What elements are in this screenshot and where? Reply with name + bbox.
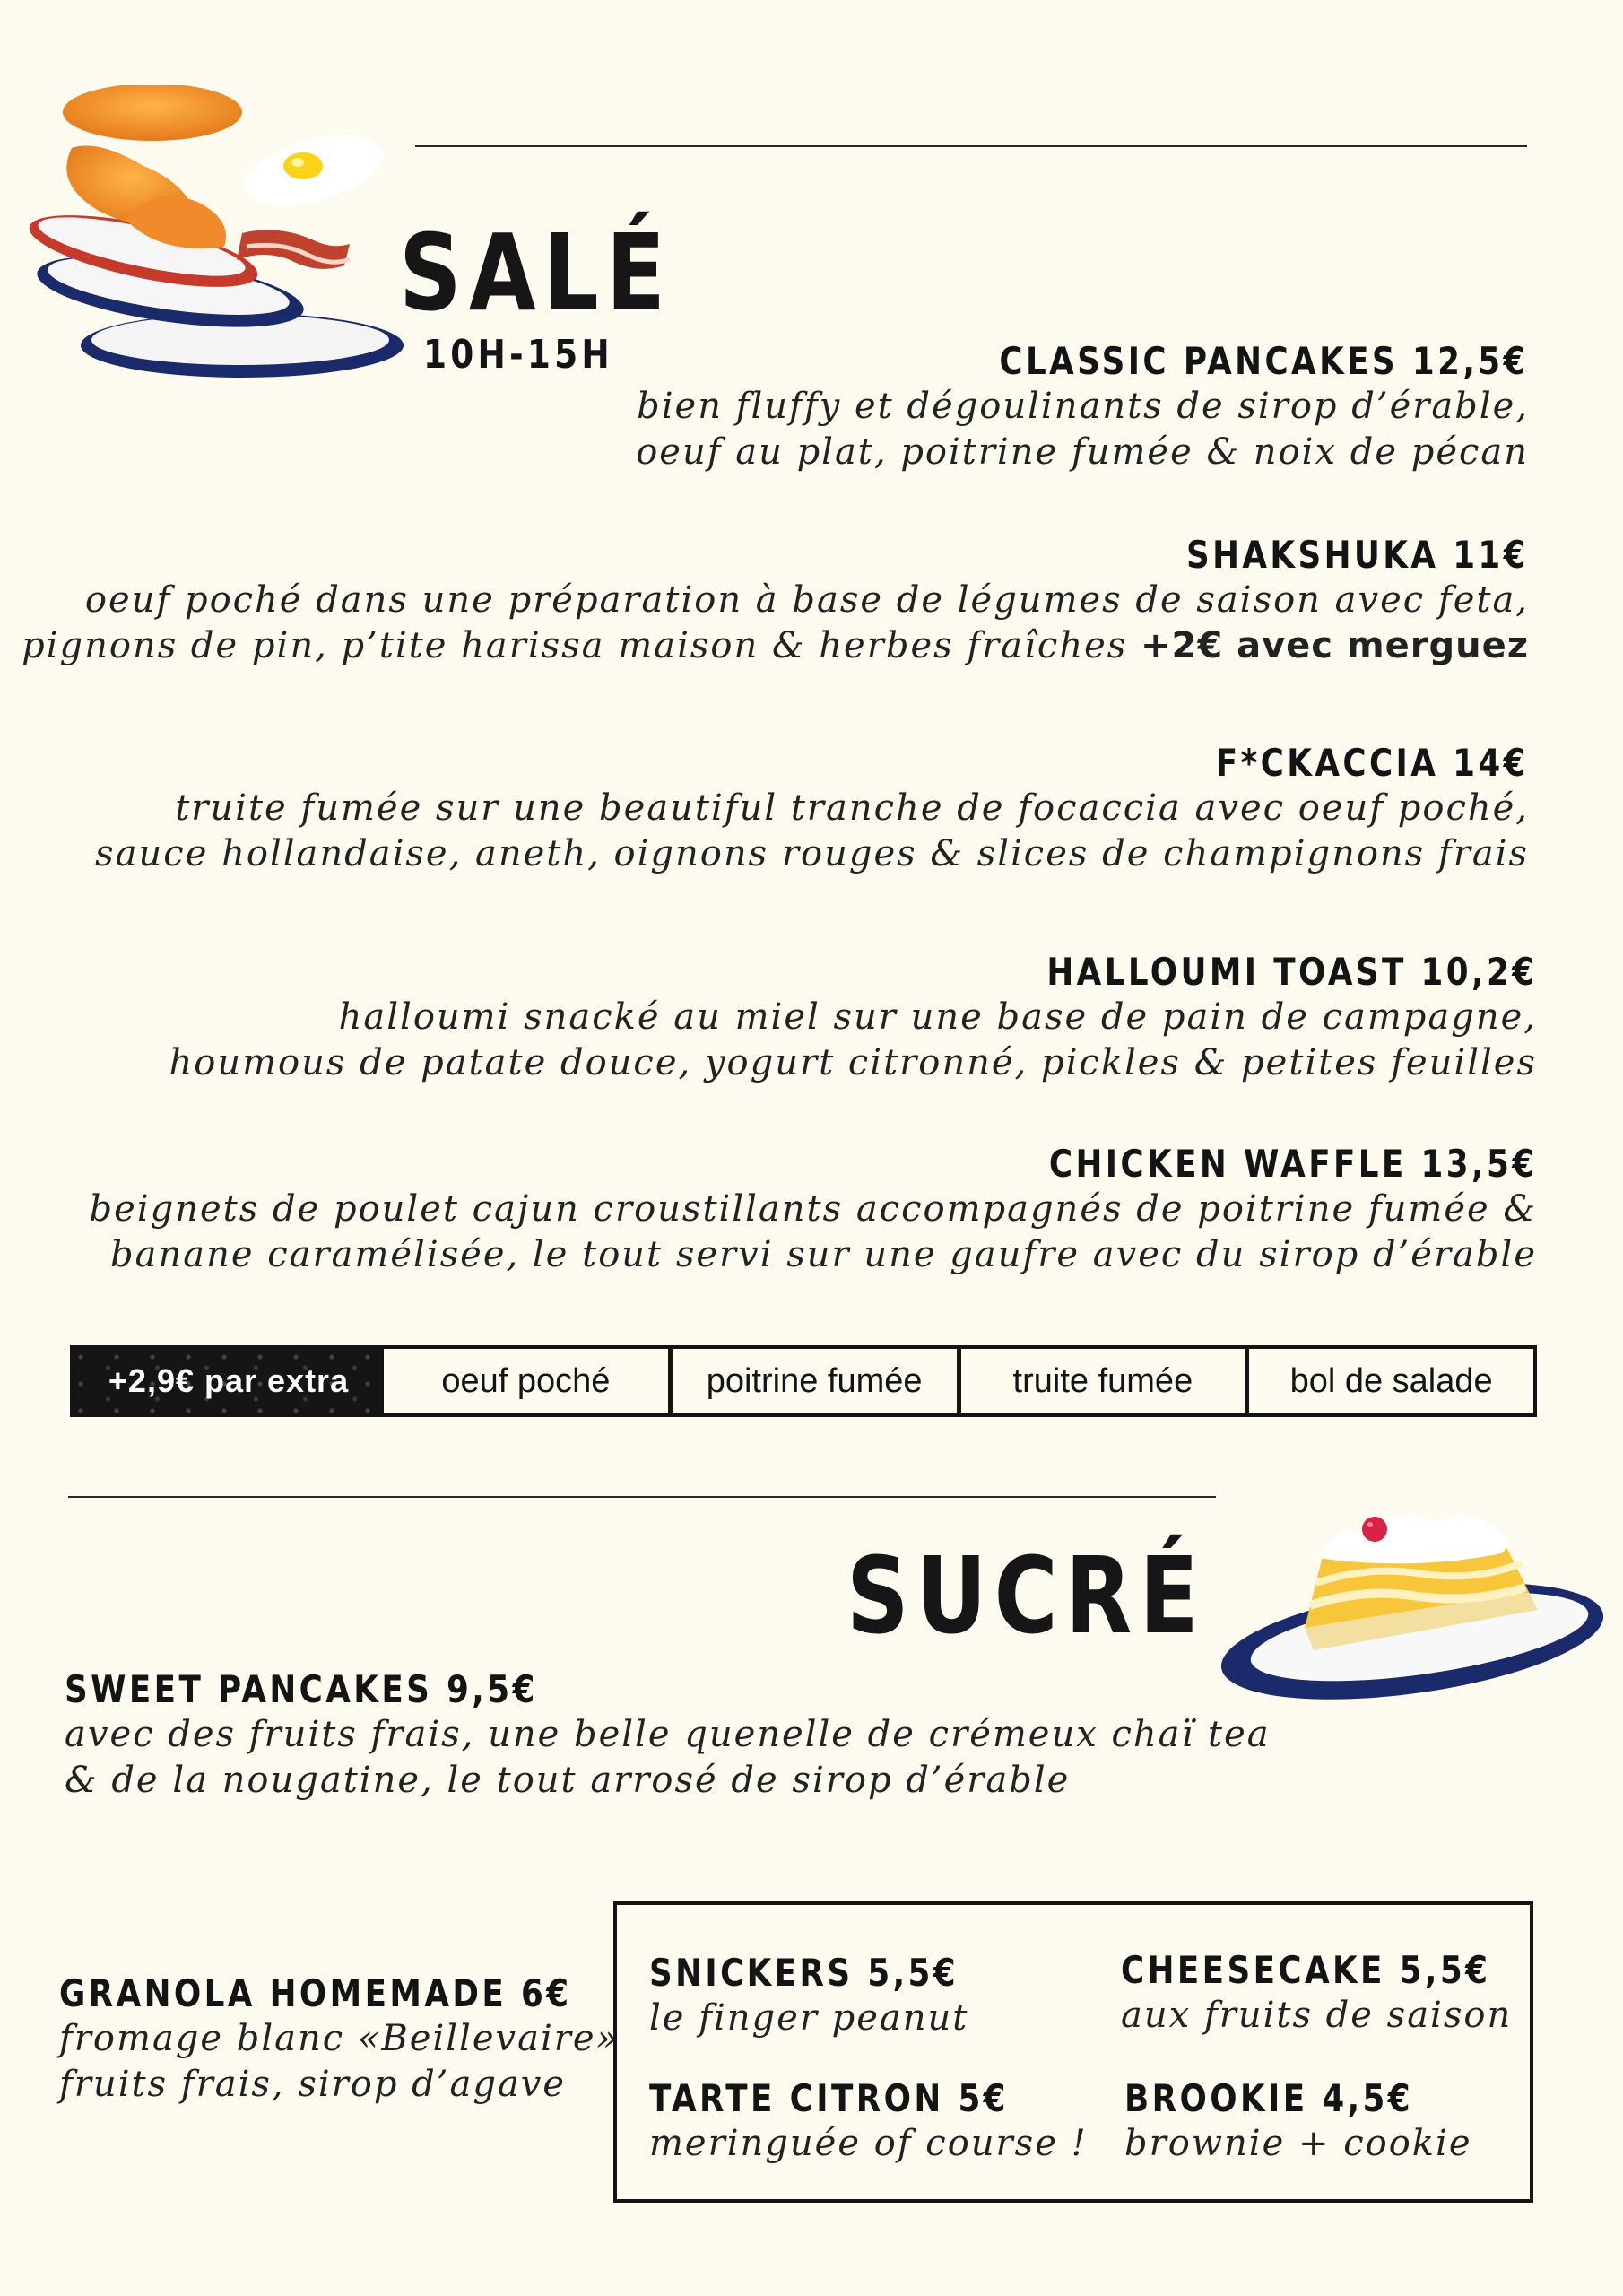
menu-item-fckaccia xyxy=(95,741,1529,877)
item-name: HALLOUMI TOAST 10,2€ xyxy=(1046,950,1537,994)
item-desc: meringuée of course ! xyxy=(649,2123,1088,2164)
extra-option-truite-fumee: truite fumée xyxy=(957,1349,1245,1413)
menu-item-cheesecake xyxy=(1121,1948,1556,2039)
item-name: F*CKACCIA 14€ xyxy=(1215,741,1529,785)
item-name: SWEET PANCAKES 9,5€ xyxy=(65,1667,538,1711)
item-desc-line-2 xyxy=(22,623,1529,669)
item-name: BROOKIE 4,5€ xyxy=(1124,2076,1414,2120)
item-desc-line-2: banane caramélisée, le tout servi sur une gaufre avec du sirop d’érable xyxy=(110,1234,1537,1275)
item-desc-line-2: & de la nougatine, le tout arrosé de sirop d’érable xyxy=(65,1760,1071,1801)
pancake-stack-illustration xyxy=(18,85,412,390)
menu-item-shakshuka xyxy=(22,533,1529,669)
item-name: GRANOLA HOMEMADE 6€ xyxy=(59,1971,572,2015)
extras-price-label: +2,9€ par extra xyxy=(74,1349,384,1413)
menu-item-halloumi-toast xyxy=(169,950,1537,1086)
item-desc: le finger peanut xyxy=(649,1997,969,2039)
sucre-title: SUCRÉ xyxy=(846,1534,1206,1657)
extra-option-bol-de-salade: bol de salade xyxy=(1245,1349,1533,1413)
menu-item-sweet-pancakes xyxy=(65,1667,1271,1804)
item-desc-line-1: beignets de poulet cajun croustillants accompagnés de poitrine fumée & xyxy=(89,1188,1537,1230)
menu-item-snickers xyxy=(649,1951,1013,2041)
item-desc-line-1: avec des fruits frais, une belle quenelle de crémeux chaï tea xyxy=(65,1714,1271,1755)
item-desc-line-1: bien fluffy et dégoulinants de sirop d’érable, xyxy=(637,386,1529,427)
menu-item-brookie xyxy=(1124,2076,1472,2167)
item-name: CLASSIC PANCAKES 12,5€ xyxy=(999,339,1529,383)
item-desc: aux fruits de saison xyxy=(1121,1995,1513,2036)
item-name: SHAKSHUKA 11€ xyxy=(1186,533,1529,577)
menu-item-classic-pancakes xyxy=(636,339,1529,475)
cake-slice-illustration xyxy=(1215,1493,1610,1700)
item-desc-line-2: houmous de patate douce, yogurt citronné, pickles & petites feuilles xyxy=(169,1042,1537,1083)
item-desc-text: pignons de pin, p’tite harissa maison & herbes fraîches xyxy=(22,625,1128,666)
item-extra-merguez: +2€ avec merguez xyxy=(1141,625,1529,666)
item-desc-line-1: halloumi snacké au miel sur une base de pain de campagne, xyxy=(338,996,1537,1038)
extra-option-oeuf-poche: oeuf poché xyxy=(441,1361,611,1400)
item-desc-line-2: sauce hollandaise, aneth, oignons rouges & slices de champignons frais xyxy=(95,833,1529,874)
item-desc-line-2: oeuf au plat, poitrine fumée & noix de pécan xyxy=(636,431,1529,473)
item-name: CHICKEN WAFFLE 13,5€ xyxy=(1048,1142,1537,1186)
sale-title: SALÉ xyxy=(399,211,673,335)
item-name: TARTE CITRON 5€ xyxy=(649,2076,1009,2120)
item-desc-line-1: truite fumée sur une beautiful tranche de focaccia avec oeuf poché, xyxy=(175,787,1529,829)
sale-top-rule xyxy=(415,145,1527,147)
menu-item-tarte-citron xyxy=(649,2076,1088,2167)
item-desc-line-1: oeuf poché dans une préparation à base de légumes de saison avec feta, xyxy=(84,579,1529,621)
extras-strip xyxy=(70,1345,1537,1417)
item-desc-line-1: fromage blanc «Beillevaire» xyxy=(59,2018,620,2059)
menu-item-granola xyxy=(59,1971,662,2108)
item-desc-line-2: fruits frais, sirop d’agave xyxy=(59,2064,567,2105)
sucre-top-rule xyxy=(68,1496,1216,1498)
item-name: CHEESECAKE 5,5€ xyxy=(1121,1948,1491,1992)
sale-hours: 10H-15H xyxy=(423,332,613,378)
item-desc: brownie + cookie xyxy=(1124,2123,1472,2164)
extra-option-poitrine-fumee: poitrine fumée xyxy=(668,1349,957,1413)
menu-item-chicken-waffle xyxy=(90,1142,1537,1278)
item-name: SNICKERS 5,5€ xyxy=(649,1951,959,1995)
